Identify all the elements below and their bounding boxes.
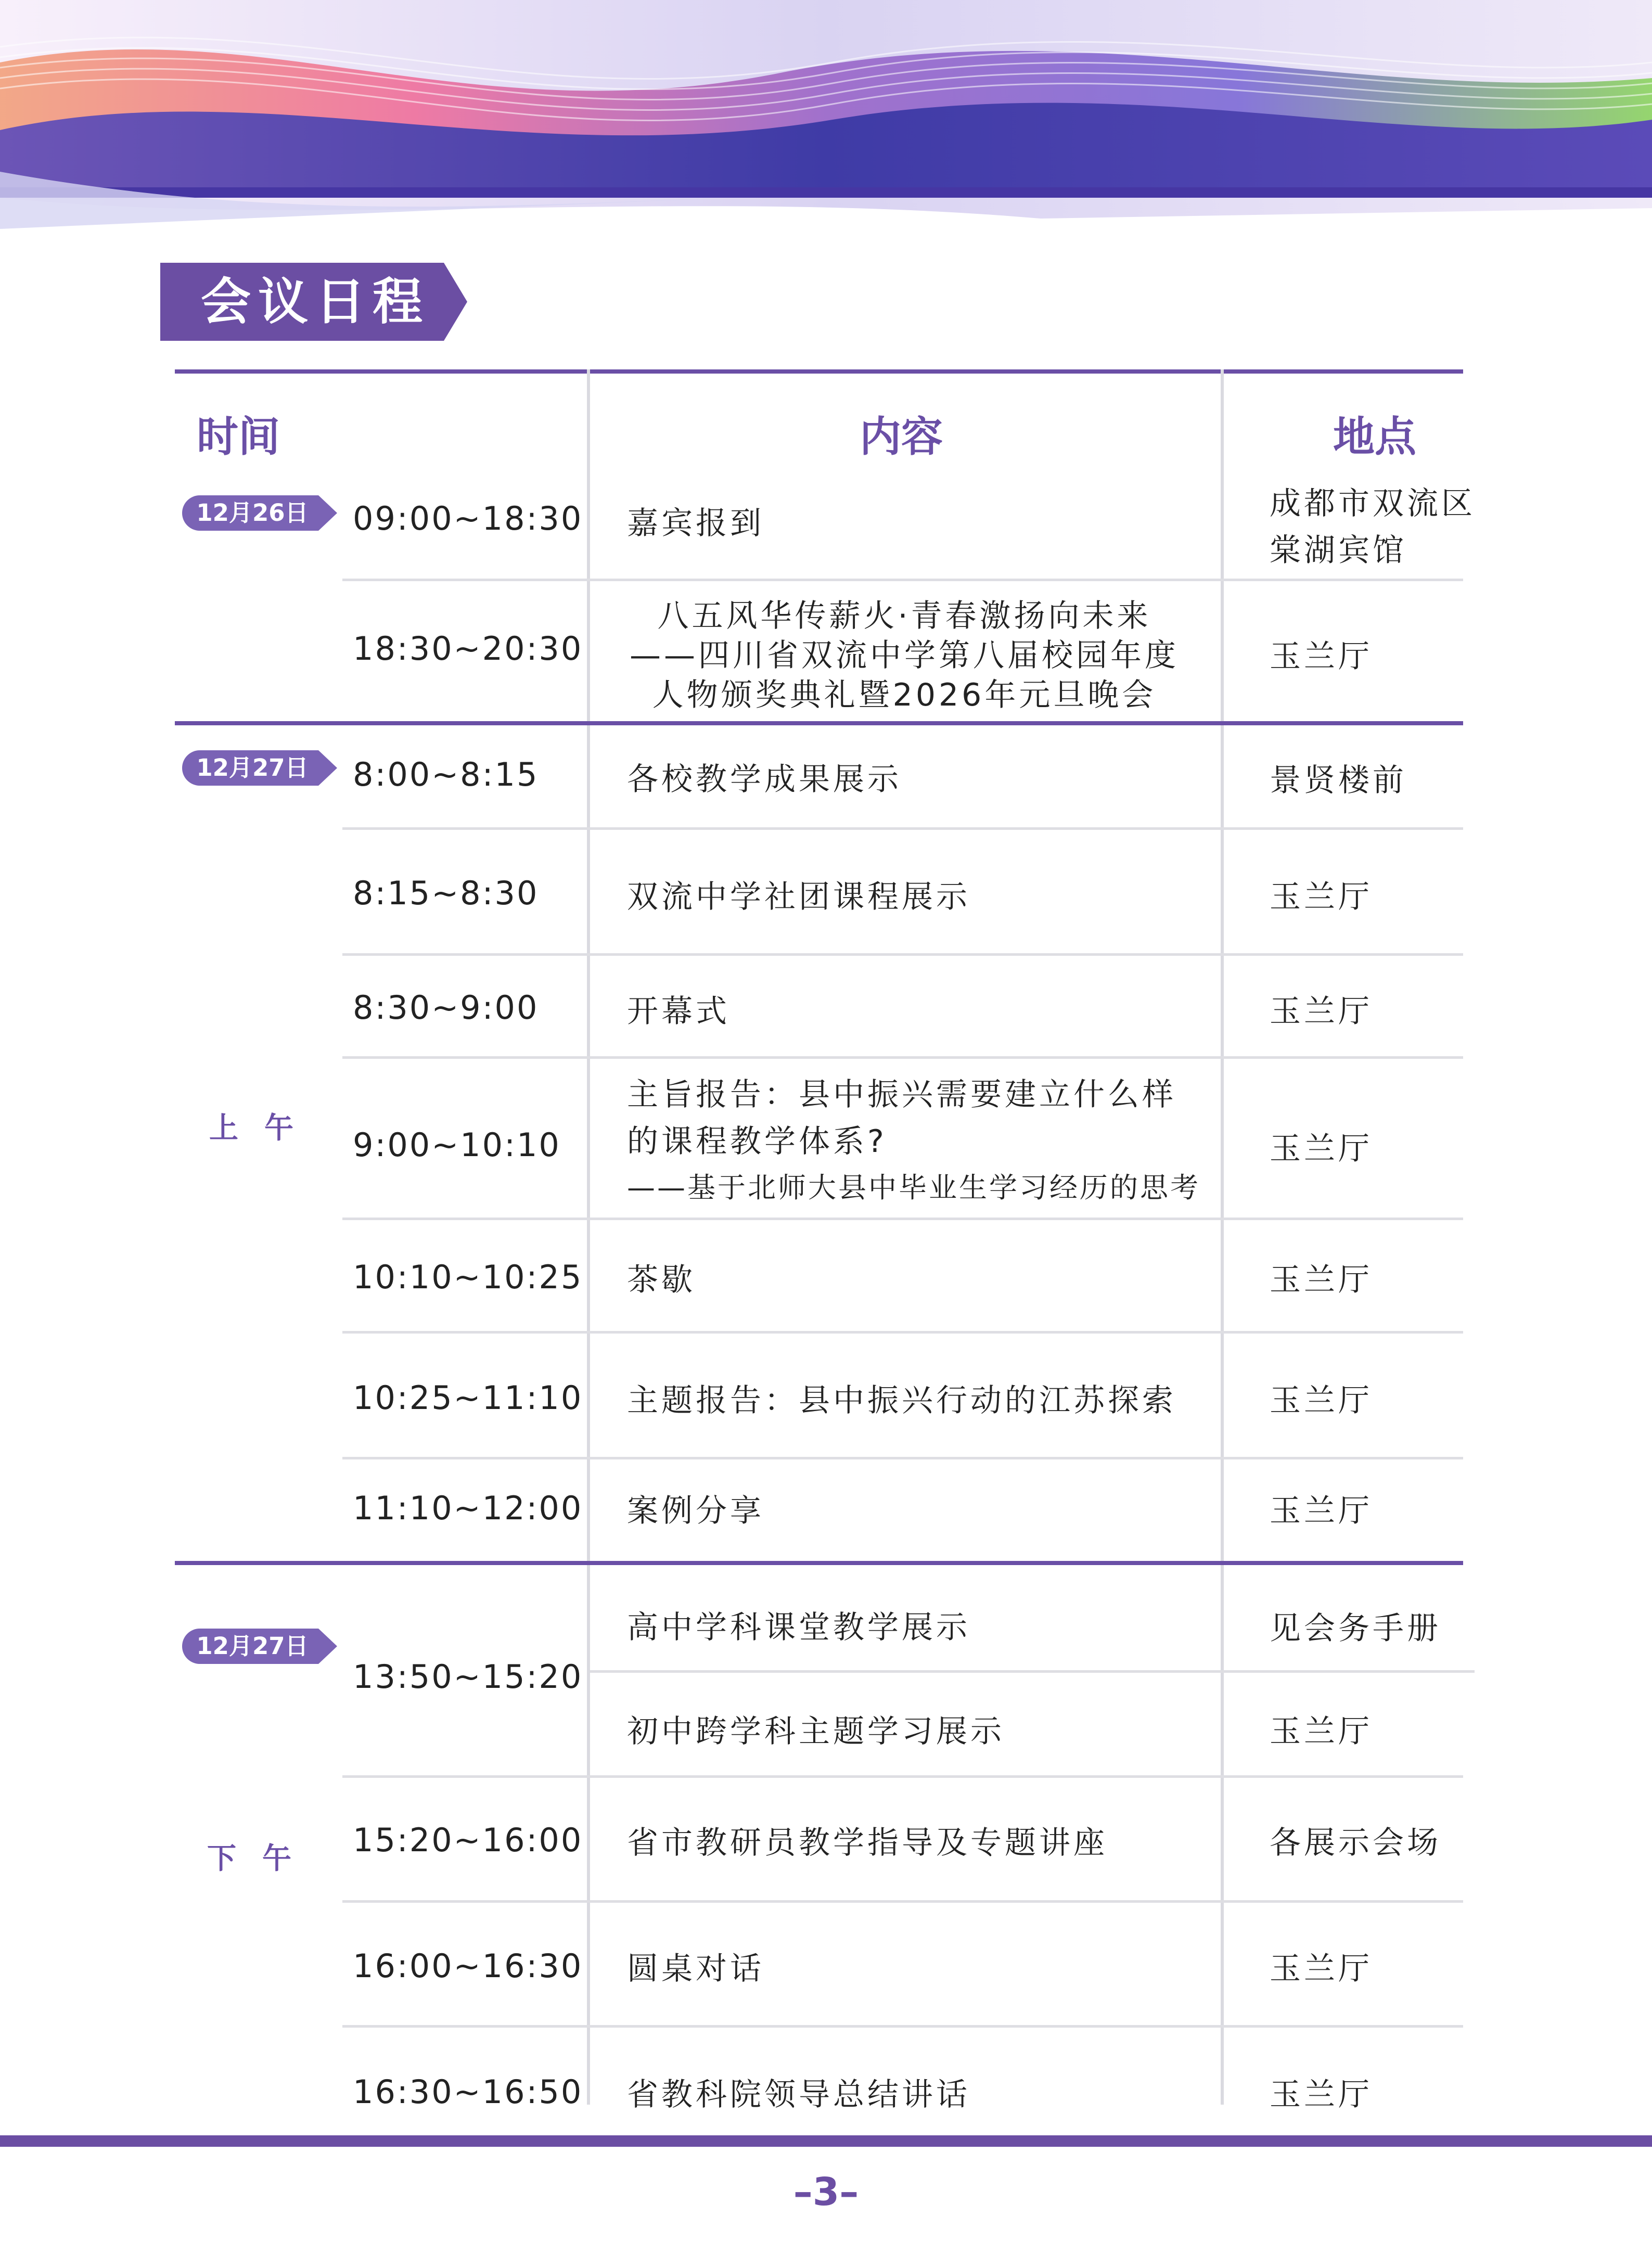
row-divider (342, 1900, 1463, 1903)
header-content: 内容 (860, 413, 943, 461)
row-divider (342, 1218, 1463, 1220)
row-place: 玉兰厅 (1270, 1951, 1373, 1987)
row-place: 见会务手册 (1270, 1610, 1441, 1647)
row-content: 人物颁奖典礼暨2026年元旦晚会 (652, 677, 1157, 713)
row-time: 11:10~12:00 (353, 1489, 583, 1527)
row-time: 15:20~16:00 (353, 1821, 583, 1859)
period-morning: 上午 (209, 1111, 319, 1145)
row-time: 16:00~16:30 (353, 1947, 583, 1985)
row-time: 16:30~16:50 (353, 2073, 583, 2111)
row-place: 玉兰厅 (1270, 993, 1373, 1030)
row-time: 9:00~10:10 (353, 1126, 561, 1164)
date-badge-dec27-am: 12月27日 (182, 750, 338, 786)
row-time: 09:00~18:30 (353, 499, 583, 537)
row-content: 省市教研员教学指导及专题讲座 (627, 1825, 1108, 1861)
row-content: 初中跨学科主题学习展示 (627, 1713, 1005, 1750)
row-divider (342, 1775, 1463, 1778)
row-place: 玉兰厅 (1270, 1493, 1373, 1529)
row-divider (342, 1457, 1463, 1459)
table-top-border (175, 369, 1463, 374)
row-content: ——基于北师大县中毕业生学习经历的思考 (627, 1171, 1200, 1204)
row-divider (342, 579, 1463, 581)
row-content: 双流中学社团课程展示 (627, 879, 970, 915)
row-place: 玉兰厅 (1270, 638, 1373, 675)
header-time: 时间 (197, 413, 280, 461)
row-content: 圆桌对话 (627, 1951, 764, 1987)
row-time: 8:30~9:00 (353, 989, 539, 1027)
header-place: 地点 (1333, 413, 1416, 461)
row-place: 成都市双流区 (1270, 485, 1476, 522)
row-place: 各展示会场 (1270, 1825, 1441, 1861)
row-divider (342, 2025, 1463, 2028)
row-divider (342, 1056, 1463, 1059)
row-divider (590, 1670, 1475, 1673)
row-place: 玉兰厅 (1270, 1382, 1373, 1419)
row-time: 8:00~8:15 (353, 755, 539, 793)
row-place: 玉兰厅 (1270, 1262, 1373, 1298)
row-content: 省教科院领导总结讲话 (627, 2077, 970, 2113)
row-place: 景贤楼前 (1270, 762, 1407, 799)
row-divider (342, 953, 1463, 956)
row-place: 棠湖宾馆 (1270, 532, 1407, 569)
row-content: 八五风华传薪火·青春激扬向未来 (657, 598, 1151, 634)
row-place: 玉兰厅 (1270, 1131, 1373, 1167)
row-divider (342, 827, 1463, 830)
row-time: 10:25~11:10 (353, 1379, 583, 1417)
row-content: 主题报告：县中振兴行动的江苏探索 (627, 1382, 1176, 1419)
row-content: 的课程教学体系? (627, 1123, 887, 1160)
group-divider (175, 721, 1463, 725)
row-time: 18:30~20:30 (353, 630, 583, 668)
footer-bar (0, 2135, 1652, 2147)
row-content: 各校教学成果展示 (627, 761, 902, 798)
row-time: 10:10~10:25 (353, 1258, 583, 1296)
row-content: 案例分享 (627, 1493, 764, 1529)
date-badge-dec27-pm: 12月27日 (182, 1629, 338, 1664)
row-divider (342, 1331, 1463, 1334)
section-title-tag (160, 263, 467, 341)
row-content: 开幕式 (627, 993, 730, 1030)
date-badge-dec26: 12月26日 (182, 495, 338, 531)
row-place: 玉兰厅 (1270, 1713, 1373, 1750)
row-place: 玉兰厅 (1270, 879, 1373, 915)
row-content: 主旨报告：县中振兴需要建立什么样 (627, 1077, 1176, 1113)
row-content: 嘉宾报到 (627, 505, 764, 542)
row-place: 玉兰厅 (1270, 2077, 1373, 2113)
row-time: 8:15~8:30 (353, 874, 539, 912)
page-number: –3– (793, 2170, 859, 2214)
row-content: 高中学科课堂教学展示 (627, 1609, 970, 1646)
row-time: 13:50~15:20 (353, 1658, 583, 1696)
section-title: 会议日程 (201, 273, 430, 331)
row-content: ——四川省双流中学第八届校园年度 (630, 637, 1179, 674)
group-divider (175, 1561, 1463, 1565)
row-content: 茶歇 (627, 1262, 696, 1298)
period-afternoon: 下午 (207, 1842, 317, 1876)
column-divider-2 (1221, 369, 1224, 2105)
header-banner (0, 0, 1652, 229)
